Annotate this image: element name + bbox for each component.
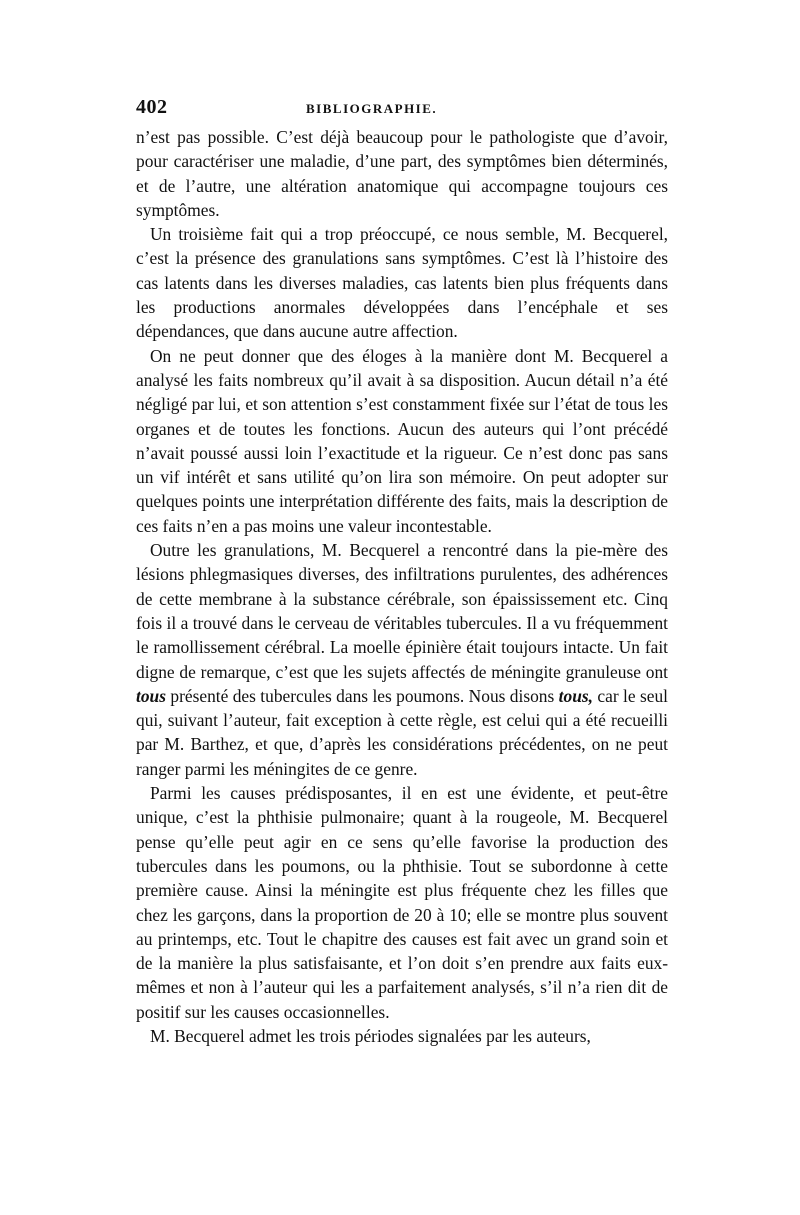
page-header [136,96,668,122]
paragraph-5: Parmi les causes prédisposantes, il en est une évidente, et peut-être unique, c’est la phthisie pulmonaire; quant à la rougeole, M. Becquerel pense qu’elle peut agir en ce sens qu’elle favorise la production des tubercules dans les poumons, ou la phthisie. Tout se subordonne à cette première cause. Ainsi la méningite est plus fréquente chez les filles que chez les garçons, dans la proportion de 20 à 10; elle se montre plus souvent au printemps, etc. Tout le chapitre des causes est fait avec un grand soin et de la manière la plus satisfaisante, et l’on doit s’en prendre aux faits eux-mêmes et non à l’auteur qui les a parfaitement analysés, s’il n’a rien dit de positif sur les causes occasionnelles. [136,783,668,1022]
emphasis-tous-1: tous [136,685,166,706]
paragraph-4-part-1: Outre les granulations, M. Becquerel a rencontré dans la pie-mère des lésions phlegmasiques diverses, des infiltrations purulentes, des adhérences de cette membrane à la substance cérébrale, son épaississement etc. Cinq fois il a trouvé dans le cerveau de véritables tubercules. Il a vu fréquemment le ramollissement cérébral. La moelle épinière était toujours intacte. Un fait digne de remarque, c’est que les sujets affectés de méningite granuleuse ont [136,540,668,682]
paragraph-2: Un troisième fait qui a trop préoccupé, ce nous semble, M. Becquerel, c’est la présence des granulations sans symptômes. C’est là l’histoire des cas latents dans les diverses maladies, cas latents bien plus fréquents dans les productions anormales développées dans l’encéphale et ses dépendances, que dans aucune autre affection. [136,224,668,342]
paragraph-4 [136,538,668,781]
emphasis-tous-2: tous, [558,685,593,706]
paragraph-3: On ne peut donner que des éloges à la manière dont M. Becquerel a analysé les faits nombreux qu’il avait à sa disposition. Aucun détail n’a été négligé par lui, et son attention s’est constamment fixée sur l’état de tous les organes et de toutes les fonctions. Aucun des auteurs qui l’ont précédé n’avait poussé aussi loin l’exactitude et la rigueur. Ce n’est donc pas sans un vif intérêt et sans utilité qu’on lira son mémoire. On peut adopter sur quelques points une interprétation différente des faits, mais la description de ces faits n’en a pas moins une valeur incontestable. [136,345,668,536]
paragraph-6: M. Becquerel admet les trois périodes signalées par les auteurs, [150,1025,591,1046]
paragraph-4-part-3: car le seul qui, suivant l’auteur, fait exception à cette règle, est celui qui a été recueilli par M. Barthez, et que, d’après les considérations précédentes, on ne peut ranger parmi les méningites de ce genre. [136,685,668,779]
body-text [136,125,668,1048]
paragraph-1: n’est pas possible. C’est déjà beaucoup pour le pathologiste que d’avoir, pour caractériser une maladie, d’une part, des symptômes bien déterminés, et de l’autre, une altération anatomique qui accompagne toujours ces symptômes. [136,127,668,220]
page-number: 402 [136,96,168,118]
paragraph-4-part-2: présenté des tubercules dans les poumons. Nous disons [165,685,559,706]
running-head: BIBLIOGRAPHIE. [306,101,438,116]
